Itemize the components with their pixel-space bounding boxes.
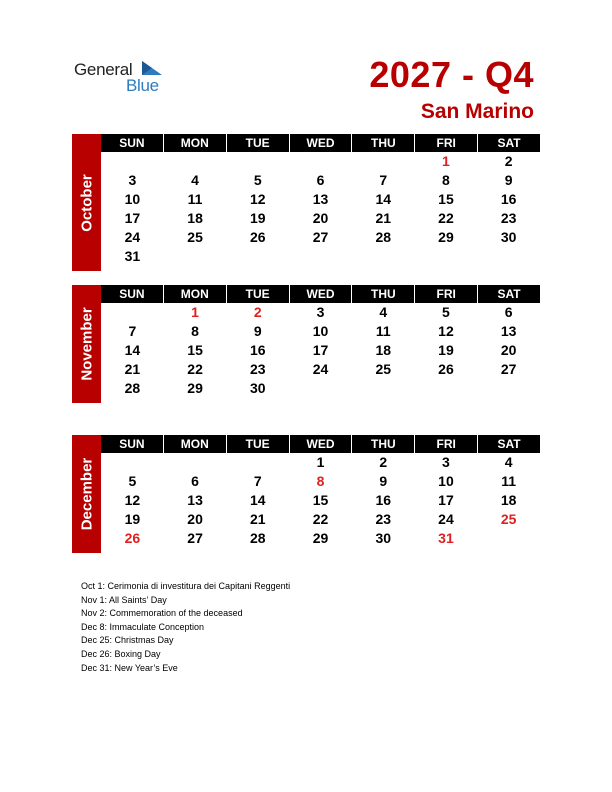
holiday-note: Dec 26: Boxing Day <box>81 648 161 659</box>
weekday-fri: FRI <box>415 285 478 303</box>
holiday-date-cell: 8 <box>316 473 325 489</box>
date-cell: 22 <box>187 361 203 377</box>
date-cell: 2 <box>504 153 513 169</box>
date-cell: 28 <box>375 229 392 245</box>
date-cell: 20 <box>187 511 203 527</box>
week-row <box>101 303 540 322</box>
date-cell: 27 <box>500 361 517 377</box>
date-cell: 14 <box>124 342 141 358</box>
week-row <box>101 322 540 341</box>
weekday-thu: THU <box>352 435 415 453</box>
date-cell: 10 <box>438 473 454 489</box>
week-row <box>101 209 540 228</box>
empty-cell <box>477 529 540 548</box>
date-cell: 4 <box>504 454 513 470</box>
date-cell: 24 <box>124 229 141 245</box>
date-cell: 16 <box>250 342 266 358</box>
date-cell: 9 <box>504 172 513 188</box>
weekday-sun: SUN <box>101 435 164 453</box>
weekday-header <box>101 435 540 453</box>
date-cell: 15 <box>187 342 203 358</box>
weekday-sun: SUN <box>101 134 164 152</box>
date-cell: 17 <box>312 342 329 358</box>
date-cell: 18 <box>500 492 517 508</box>
date-cell: 23 <box>375 511 392 527</box>
date-cell: 29 <box>312 530 329 546</box>
date-cell: 5 <box>253 172 262 188</box>
week-row <box>101 472 540 491</box>
weekday-mon: MON <box>164 285 227 303</box>
empty-cell <box>226 247 289 266</box>
empty-cell <box>289 379 352 398</box>
date-cell: 8 <box>442 172 450 188</box>
holiday-date-cell: 31 <box>438 530 454 546</box>
date-cell: 9 <box>253 323 262 339</box>
day-grid <box>101 453 540 548</box>
week-row <box>101 510 540 529</box>
holiday-date-cell: 25 <box>500 511 517 527</box>
date-cell: 16 <box>375 492 392 508</box>
date-cell: 18 <box>187 210 203 226</box>
empty-cell <box>164 453 227 472</box>
date-cell: 17 <box>124 210 141 226</box>
week-row <box>101 379 540 398</box>
date-cell: 11 <box>187 191 203 207</box>
date-cell: 9 <box>379 473 388 489</box>
generalblue-logo <box>74 60 184 96</box>
week-row <box>101 190 540 209</box>
date-cell: 24 <box>312 361 329 377</box>
date-cell: 26 <box>250 229 266 245</box>
date-cell: 5 <box>442 304 450 320</box>
holiday-date-cell: 2 <box>253 304 262 320</box>
weekday-tue: TUE <box>227 285 290 303</box>
holiday-note: Oct 1: Cerimonia di investitura dei Capitani Reggenti <box>81 581 291 591</box>
date-cell: 10 <box>312 323 329 339</box>
month-label-bar <box>72 285 101 403</box>
date-cell: 25 <box>375 361 392 377</box>
date-cell: 21 <box>250 511 266 527</box>
date-cell: 28 <box>124 380 141 396</box>
date-cell: 22 <box>438 210 454 226</box>
date-cell: 3 <box>442 454 450 470</box>
empty-cell <box>477 379 540 398</box>
date-cell: 11 <box>501 473 517 489</box>
date-cell: 27 <box>312 229 329 245</box>
date-cell: 5 <box>128 473 137 489</box>
logo-flag-icon <box>140 61 162 77</box>
date-cell: 7 <box>379 172 388 188</box>
date-cell: 28 <box>250 530 266 546</box>
month-october <box>72 134 540 274</box>
empty-cell <box>352 247 415 266</box>
date-cell: 30 <box>250 380 266 396</box>
date-cell: 2 <box>379 454 388 470</box>
date-cell: 12 <box>438 323 454 339</box>
logo-word-blue: Blue <box>126 76 159 95</box>
empty-cell <box>101 152 164 171</box>
date-cell: 4 <box>191 172 199 188</box>
holiday-note: Dec 31: New Year’s Eve <box>81 662 178 673</box>
month-name: December <box>78 457 95 531</box>
weekday-mon: MON <box>164 134 227 152</box>
date-cell: 6 <box>316 172 325 188</box>
empty-cell <box>289 247 352 266</box>
date-cell: 20 <box>312 210 329 226</box>
date-cell: 13 <box>500 323 517 339</box>
date-cell: 18 <box>375 342 392 358</box>
date-cell: 19 <box>438 342 454 358</box>
day-grid <box>101 152 540 266</box>
empty-cell <box>226 453 289 472</box>
week-row <box>101 341 540 360</box>
date-cell: 15 <box>438 191 454 207</box>
empty-cell <box>352 379 415 398</box>
weekday-mon: MON <box>164 435 227 453</box>
month-name: November <box>78 307 95 381</box>
date-cell: 21 <box>124 361 141 377</box>
date-cell: 11 <box>375 323 391 339</box>
date-cell: 24 <box>438 511 454 527</box>
weekday-thu: THU <box>352 134 415 152</box>
date-cell: 23 <box>250 361 266 377</box>
week-row <box>101 228 540 247</box>
week-row <box>101 491 540 510</box>
date-cell: 23 <box>500 210 517 226</box>
date-cell: 14 <box>375 191 392 207</box>
date-cell: 17 <box>438 492 454 508</box>
empty-cell <box>226 152 289 171</box>
day-grid <box>101 303 540 398</box>
date-cell: 7 <box>253 473 262 489</box>
date-cell: 12 <box>250 191 266 207</box>
date-cell: 19 <box>124 511 141 527</box>
weekday-wed: WED <box>290 435 353 453</box>
empty-cell <box>101 303 164 322</box>
empty-cell <box>415 379 478 398</box>
date-cell: 8 <box>191 323 199 339</box>
empty-cell <box>289 152 352 171</box>
empty-cell <box>164 247 227 266</box>
week-row <box>101 171 540 190</box>
holiday-note: Nov 1: All Saints’ Day <box>81 594 167 605</box>
date-cell: 30 <box>375 530 392 546</box>
date-cell: 14 <box>250 492 266 508</box>
empty-cell <box>477 247 540 266</box>
empty-cell <box>352 152 415 171</box>
week-row <box>101 453 540 472</box>
week-row <box>101 360 540 379</box>
date-cell: 26 <box>438 361 454 377</box>
date-cell: 7 <box>128 323 137 339</box>
month-label-bar <box>72 134 101 271</box>
weekday-fri: FRI <box>415 435 478 453</box>
date-cell: 29 <box>438 229 454 245</box>
date-cell: 25 <box>187 229 203 245</box>
empty-cell <box>415 247 478 266</box>
weekday-wed: WED <box>290 134 353 152</box>
empty-cell <box>101 453 164 472</box>
holiday-date-cell: 1 <box>191 304 199 320</box>
date-cell: 13 <box>312 191 329 207</box>
empty-cell <box>164 152 227 171</box>
date-cell: 4 <box>379 304 388 320</box>
date-cell: 15 <box>312 492 329 508</box>
month-label-bar <box>72 435 101 553</box>
week-row <box>101 247 540 266</box>
logo-word-general: General <box>74 60 133 79</box>
holiday-note: Nov 2: Commemoration of the deceased <box>81 608 243 619</box>
weekday-header <box>101 285 540 303</box>
date-cell: 3 <box>128 172 137 188</box>
date-cell: 22 <box>312 511 329 527</box>
date-cell: 19 <box>250 210 266 226</box>
date-cell: 21 <box>375 210 392 226</box>
holiday-note: Dec 25: Christmas Day <box>81 635 174 646</box>
date-cell: 30 <box>500 229 517 245</box>
week-row <box>101 152 540 171</box>
month-november <box>72 285 540 406</box>
holiday-notes <box>81 580 290 675</box>
date-cell: 3 <box>316 304 325 320</box>
date-cell: 20 <box>500 342 517 358</box>
weekday-tue: TUE <box>227 435 290 453</box>
date-cell: 13 <box>187 492 203 508</box>
date-cell: 31 <box>124 248 141 264</box>
holiday-date-cell: 26 <box>124 530 141 546</box>
date-cell: 6 <box>191 473 199 489</box>
weekday-sun: SUN <box>101 285 164 303</box>
date-cell: 10 <box>124 191 141 207</box>
date-cell: 16 <box>500 191 517 207</box>
weekday-sat: SAT <box>497 437 521 451</box>
month-name: October <box>78 173 95 232</box>
holiday-date-cell: 1 <box>442 153 450 169</box>
date-cell: 27 <box>187 530 203 546</box>
date-cell: 1 <box>316 454 325 470</box>
holiday-note: Dec 8: Immaculate Conception <box>81 621 205 632</box>
date-cell: 29 <box>187 380 203 396</box>
date-cell: 12 <box>124 492 141 508</box>
weekday-header <box>101 134 540 152</box>
week-row <box>101 529 540 548</box>
month-december <box>72 435 540 556</box>
weekday-thu: THU <box>352 285 415 303</box>
weekday-wed: WED <box>290 285 353 303</box>
page-title: 2027 - Q4 <box>369 54 534 95</box>
weekday-tue: TUE <box>227 134 290 152</box>
date-cell: 6 <box>504 304 513 320</box>
country-name: San Marino <box>420 100 534 123</box>
weekday-fri: FRI <box>415 134 478 152</box>
weekday-sat: SAT <box>497 136 521 150</box>
weekday-sat: SAT <box>497 287 521 301</box>
